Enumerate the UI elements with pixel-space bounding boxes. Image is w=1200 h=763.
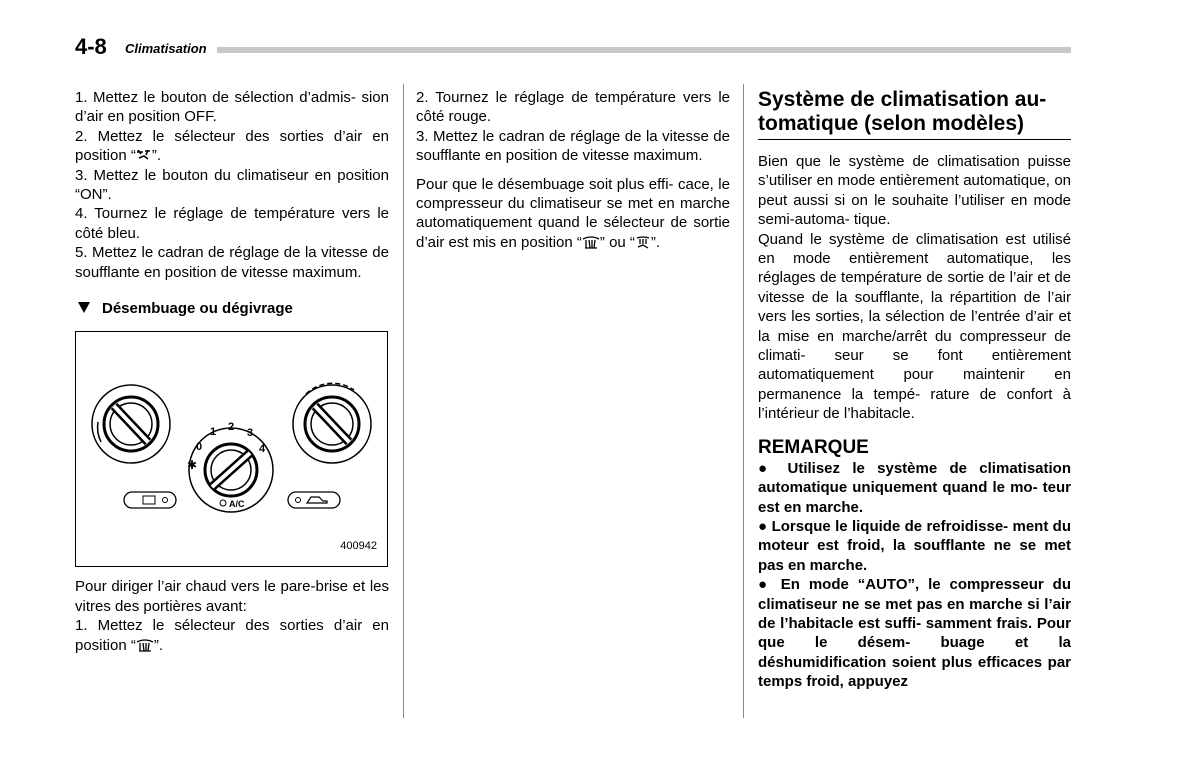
column-divider-1 [403, 84, 404, 718]
control-panel-figure [75, 331, 388, 567]
speed-label-3: 3 [247, 427, 254, 440]
figure-id: 400942 [340, 540, 377, 553]
paragraph-auto-mode: Quand le système de climatisation est utilisé en mode entièrement automatique, les réglages de température de sortie de l’air et de vitesse de la soufflante, la répartition de l’air vers les sorties, la sélection de l’entrée d’air et la mise en marche/arrêt du compresseur de climati- seur se font entièrement automatiquement pour maintenir en permanence la tempé- rature de confort à l’intérieur de l’habitacle. [758, 230, 1071, 423]
fan-icon: ✱ [187, 458, 198, 473]
step-4: 4. Tournez le réglage de température vers le côté bleu. [75, 205, 389, 242]
foot-defrost-icon [635, 236, 651, 249]
temperature-dial [92, 385, 170, 463]
step-2: 2. Mettez le sélecteur des sorties d’air en position “ ”. [75, 127, 389, 165]
remark-title: REMARQUE [758, 436, 869, 458]
column-3 [758, 88, 1071, 692]
step-3: 3. Mettez le bouton du climatiseur en position “ON”. [75, 166, 389, 204]
ac-label: A/C [229, 499, 245, 510]
speed-label-1: 1 [210, 426, 217, 439]
section-heading: Système de climatisation au- tomatique (selon modèles) [758, 88, 1071, 140]
column-1 [75, 88, 389, 655]
airflow-dial [293, 384, 371, 464]
triangle-icon [78, 302, 90, 313]
paragraph-intro: Bien que le système de climatisation puisse s’utiliser en mode entièrement automatique, on peut aussi si on le souhaite l’utiliser en mode semi-automa- tique. [758, 153, 1071, 229]
remark-3: ● En mode “AUTO”, le compresseur du climatiseur ne se met pas en marche si l’air de l’habitacle est suffi- samment frais. Pour que le désem- buage et la déshumidification soient plus efficaces par temps froid, appuyez [758, 576, 1071, 691]
step-5: 5. Mettez le cadran de réglage de la vitesse de soufflante en position de vitesse maximum. [75, 244, 389, 281]
speed-label-2: 2 [228, 421, 235, 434]
remark-1: ● Utilisez le système de climatisation automatique uniquement quand le mo- teur est en marche. [758, 459, 1071, 516]
foot-defrost-icon [136, 149, 152, 161]
speed-label-0: 0 [196, 441, 203, 454]
column-divider-2 [743, 84, 744, 718]
subheading-defog: Désembuage ou dégivrage [75, 299, 389, 318]
step-2-right: 2. Tournez le réglage de température vers le côté rouge. [416, 89, 730, 126]
step-3-right: 3. Mettez le cadran de réglage de la vitesse de soufflante en position de vitesse maximum. [416, 127, 730, 165]
recirculation-icon [307, 497, 327, 503]
paragraph-compressor: Pour que le désembuage soit plus effi- cace, le compresseur du climatiseur se met en marche automatiquement quand le sélecteur de sortie d’air est mis en position “ ” ou “ ”. [416, 175, 730, 251]
remark-2: ● Lorsque le liquide de refroidisse- ment du moteur est froid, la soufflante ne se met pas en marche. [758, 517, 1071, 574]
defrost-icon [136, 639, 154, 652]
paragraph-warm-air: Pour diriger l’air chaud vers le pare-brise et les vitres des portières avant: [75, 578, 389, 615]
rear-defrost-button[interactable] [124, 492, 176, 508]
header-bar [217, 47, 1071, 53]
section-title: Climatisation [125, 41, 207, 56]
speed-label-4: 4 [259, 443, 266, 456]
defrost-icon [582, 236, 600, 249]
step-1: 1. Mettez le bouton de sélection d’admis- sion d’air en position OFF. [75, 89, 389, 126]
after-step-1: 1. Mettez le sélecteur des sorties d’air en position “ ”. [75, 617, 389, 654]
defrost-icon [143, 496, 155, 504]
column-2 [416, 88, 730, 252]
page-header [75, 34, 1071, 60]
page-number: 4-8 [75, 34, 107, 59]
